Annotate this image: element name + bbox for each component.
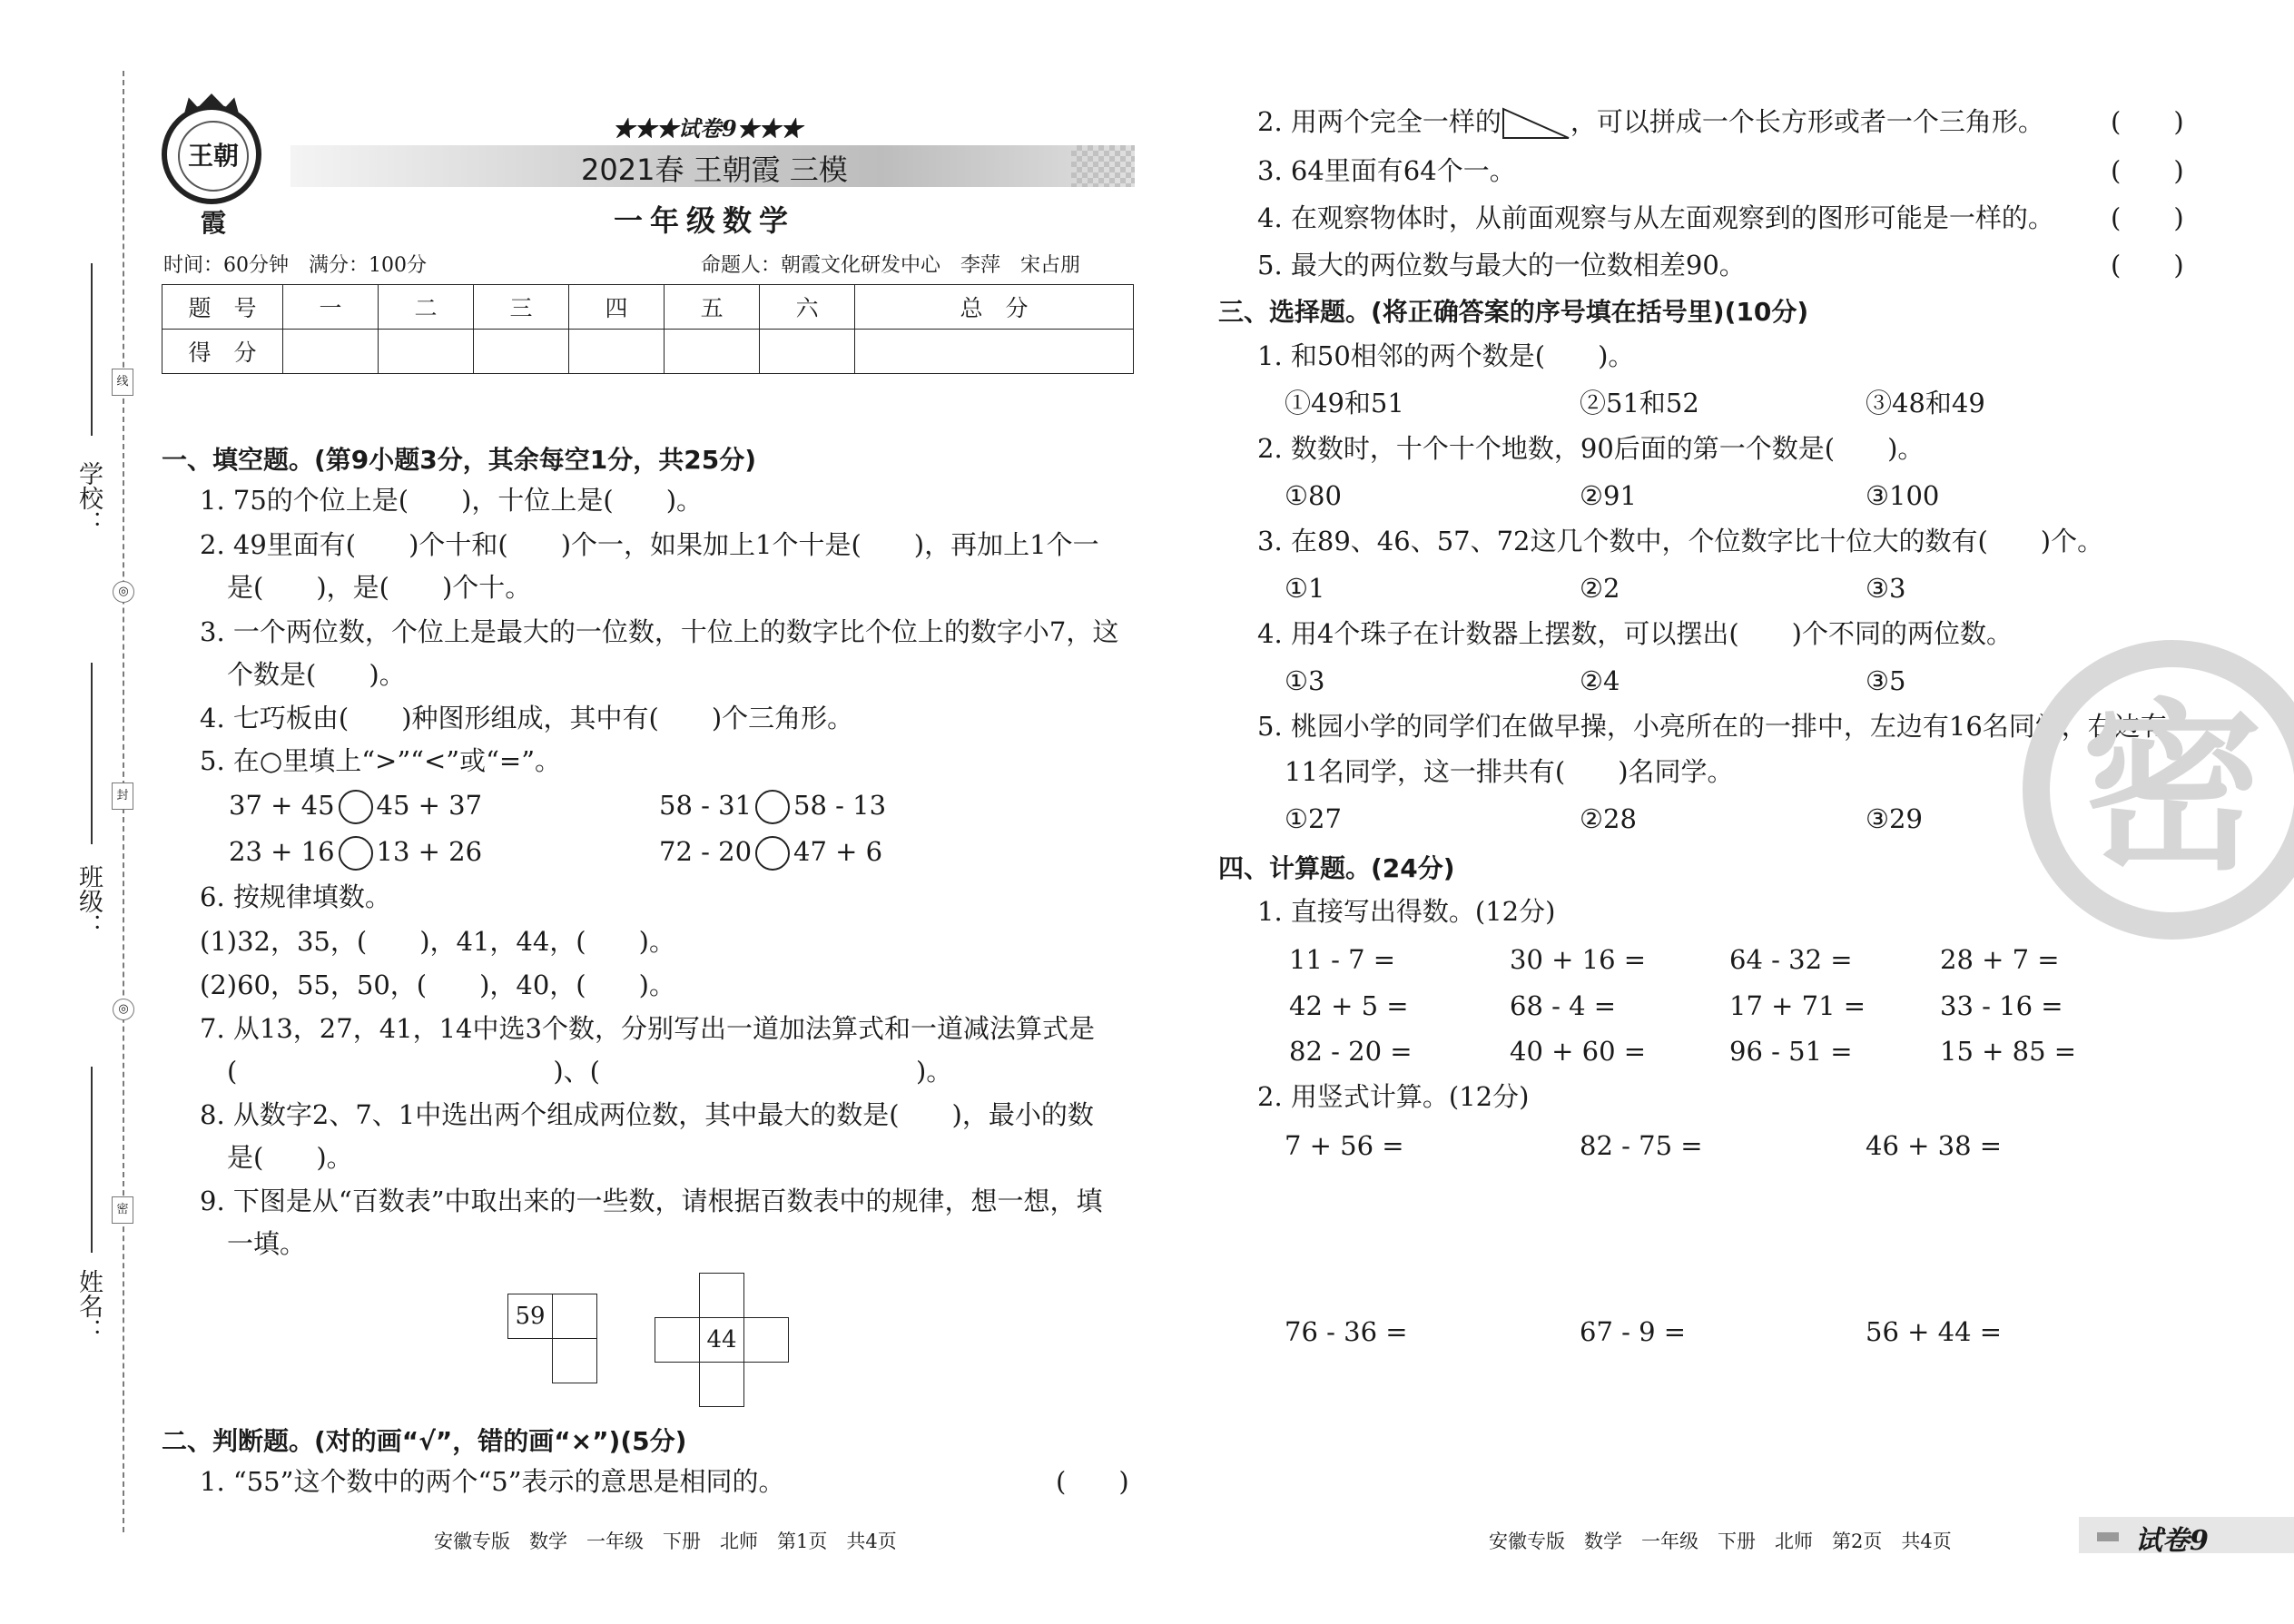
vertical-calc-item: 56 + 44 = [1866,1316,2003,1347]
class-label: 班级： [74,864,103,938]
footer-right: 安徽专版 数学 一年级 下册 北师 第2页 共4页 [1489,1530,1952,1552]
calc-item: 11 - 7 = [1289,944,1396,975]
s2-q1: 1. “55”这个数中的两个“5”表示的意思是相同的。 [200,1466,785,1497]
compare-left: 58 - 31 [659,790,753,821]
s1-q2a: 2. 49里面有( )个十和( )个一，如果加上1个十是( )，再加上1个一 [200,529,1099,560]
binding-circle-2: ◎ [113,999,134,1020]
s1-q6: 6. 按规律填数。 [200,881,391,912]
secret-watermark-stamp: 密 [2023,640,2294,940]
s2-q4: 4. 在观察物体时，从前面观察与从左面观察到的图形可能是一样的。 [1257,202,2054,233]
s1-q1: 1. 75的个位上是( )，十位上是( )。 [200,485,704,516]
calc-item: 40 + 60 = [1510,1036,1647,1067]
option[interactable]: ②91 [1580,480,1637,511]
compare-left: 72 - 20 [659,836,753,867]
grid2-cell-blank[interactable] [699,1362,744,1407]
calc-item: 96 - 51 = [1729,1036,1853,1067]
section2-title: 二、判断题。(对的画“√”，错的画“×”)(5分) [162,1426,687,1456]
score-input-cell[interactable] [569,330,665,374]
calc-item: 33 - 16 = [1940,990,2063,1021]
score-header-cell: 一 [283,285,379,330]
option[interactable]: ①1 [1285,573,1325,604]
school-underline [91,263,93,436]
logo-text: 王朝霞 [178,121,249,192]
compare-left: 23 + 16 [229,836,335,867]
name-underline [91,1067,93,1253]
score-input-cell[interactable] [760,330,855,374]
option[interactable]: ③48和49 [1866,388,1985,418]
footer-tab-marker [2097,1532,2119,1541]
section3-title: 三、选择题。(将正确答案的序号填在括号里)(10分) [1218,297,1809,327]
compare-item [229,833,482,871]
exam-subtitle: 一年级数学 [614,203,796,238]
s1-q9a: 9. 下图是从“百数表”中取出来的一些数，请根据百数表中的规律，想一想，填 [200,1186,1103,1216]
s2-q2-paren[interactable]: ( ) [2111,106,2184,137]
calc-item: 28 + 7 = [1940,944,2060,975]
compare-circle[interactable] [755,836,790,871]
s2-q2-pre: 2. 用两个完全一样的 [1257,106,1501,137]
calc-item: 15 + 85 = [1940,1036,2077,1067]
score-input-cell[interactable] [379,330,474,374]
score-header-cell: 题 号 [162,285,283,330]
option[interactable]: ②28 [1580,803,1637,834]
s1-q6a: (1)32，35，( )，41，44，( )。 [200,926,675,957]
s1-q7a: 7. 从13，27，41，14中选3个数，分别写出一道加法算式和一道减法算式是 [200,1013,1095,1044]
option[interactable]: ①49和51 [1285,388,1404,418]
s4-sub2: 2. 用竖式计算。(12分) [1257,1081,1530,1112]
vertical-calc-item: 82 - 75 = [1580,1130,1703,1161]
s3-q2: 2. 数数时，十个十个地数，90后面的第一个数是( )。 [1257,433,1925,464]
calc-item: 68 - 4 = [1510,990,1617,1021]
s3-q5b: 11名同学，这一排共有( )名同学。 [1285,756,1734,787]
brand-logo [162,104,261,238]
footer-tab-label: 试卷9 [2135,1525,2209,1557]
footer-left: 安徽专版 数学 一年级 下册 北师 第1页 共4页 [434,1530,897,1552]
binding-mark-line: 线 [112,369,133,396]
compare-item [659,787,886,824]
grid1-cell-value: 59 [507,1294,553,1339]
s4-sub1: 1. 直接写出得数。(12分) [1257,896,1556,927]
compare-item [659,833,882,871]
s1-q3a: 3. 一个两位数，个位上是最大的一位数，十位上的数字比个位上的数字小7，这 [200,616,1119,647]
s1-q6b: (2)60，55，50，( )，40，( )。 [200,969,675,1000]
vertical-calc-item: 7 + 56 = [1285,1130,1404,1161]
vertical-calc-item: 67 - 9 = [1580,1316,1687,1347]
exam-title: 2021春 王朝霞 三模 [581,153,848,187]
option[interactable]: ③3 [1866,573,1906,604]
score-label-cell: 得 分 [162,330,283,374]
s1-q2b: 是( )，是( )个十。 [227,572,532,603]
option[interactable]: ③5 [1866,665,1906,696]
calc-item: 42 + 5 = [1289,990,1409,1021]
s3-q3: 3. 在89、46、57、72这几个数中，个位数字比十位大的数有( )个。 [1257,526,2104,556]
calc-item: 82 - 20 = [1289,1036,1413,1067]
section1-title: 一、填空题。(第9小题3分，其余每空1分，共25分) [162,445,757,475]
s3-q5a: 5. 桃园小学的同学们在做早操，小亮所在的一排中，左边有16名同学，右边有 [1257,711,2167,742]
s2-q3-paren[interactable]: ( ) [2111,155,2184,186]
s1-q3b: 个数是( )。 [227,659,406,690]
exam-number: ★★★试卷9★★★ [613,115,802,142]
grid2-cell-value: 44 [699,1317,744,1363]
score-header-cell: 三 [474,285,569,330]
calc-item: 30 + 16 = [1510,944,1647,975]
s2-q4-paren[interactable]: ( ) [2111,202,2184,233]
binding-mark-secret: 密 [112,1196,133,1224]
option[interactable]: ①3 [1285,665,1325,696]
name-label: 姓名： [74,1269,103,1343]
option[interactable]: ①80 [1285,480,1342,511]
s1-q8a: 8. 从数字2、7、1中选出两个组成两位数，其中最大的数是( )，最小的数 [200,1099,1094,1130]
s1-q4: 4. 七巧板由( )种图形组成，其中有( )个三角形。 [200,703,854,733]
compare-right: 58 - 13 [793,790,887,821]
compare-right: 13 + 26 [376,836,483,867]
school-label: 学校： [74,461,103,535]
s2-q2-post: ，可以拼成一个长方形或者一个三角形。 [1570,106,2044,137]
binding-circle-1: ◎ [113,581,134,603]
option[interactable]: ③29 [1866,803,1923,834]
calc-item: 64 - 32 = [1729,944,1853,975]
score-input-cell[interactable] [855,330,1134,374]
s2-q5: 5. 最大的两位数与最大的一位数相差90。 [1257,250,1746,281]
option[interactable]: ②4 [1580,665,1620,696]
grid2-cell-blank[interactable] [655,1317,700,1363]
authors: 命题人：朝霞文化研发中心 李萍 宋占朋 [701,254,1081,277]
s3-q4: 4. 用4个珠子在计数器上摆数，可以摆出( )个不同的两位数。 [1257,618,2013,649]
compare-circle[interactable] [339,790,373,824]
s1-q5: 5. 在○里填上“>”“<”或“=”。 [200,745,562,776]
s2-q2 [1257,103,2044,142]
s2-q5-paren[interactable]: ( ) [2111,250,2184,281]
grid2-cell-blank[interactable] [699,1273,744,1318]
time-info: 时间：60分钟 满分：100分 [163,254,427,277]
score-input-cell[interactable] [474,330,569,374]
option[interactable]: ②51和52 [1580,388,1699,418]
option[interactable]: ②2 [1580,573,1620,604]
score-input-cell[interactable] [283,330,379,374]
vertical-calc-item: 76 - 36 = [1285,1316,1408,1347]
triangle-icon [1501,105,1570,142]
s2-q1-paren[interactable]: ( ) [1056,1466,1129,1497]
grid1-cell-blank[interactable] [552,1338,597,1383]
compare-circle[interactable] [755,790,790,824]
option[interactable]: ③100 [1866,480,1940,511]
score-table [162,284,1134,374]
compare-right: 47 + 6 [793,836,883,867]
compare-right: 45 + 37 [376,790,483,821]
compare-circle[interactable] [339,836,373,871]
compare-item [229,787,482,824]
section4-title: 四、计算题。(24分) [1218,853,1455,883]
s1-q9b: 一填。 [227,1228,307,1259]
s1-q7b: ( )、( )。 [227,1056,953,1087]
s1-q8b: 是( )。 [227,1142,353,1173]
score-header-cell: 五 [665,285,760,330]
banner-checker-pattern [1071,145,1135,187]
score-header-cell: 总 分 [855,285,1134,330]
score-header-cell: 六 [760,285,855,330]
compare-left: 37 + 45 [229,790,335,821]
vertical-calc-item: 46 + 38 = [1866,1130,2003,1161]
calc-item: 17 + 71 = [1729,990,1866,1021]
score-header-cell: 四 [569,285,665,330]
binding-mark-seal: 封 [112,782,133,810]
score-header-cell: 二 [379,285,474,330]
grid2-cell-blank[interactable] [743,1317,789,1363]
s2-q3: 3. 64里面有64个一。 [1257,155,1516,186]
class-underline [91,663,93,844]
s3-q1: 1. 和50相邻的两个数是( )。 [1257,340,1635,371]
score-input-cell[interactable] [665,330,760,374]
grid1-cell-blank[interactable] [552,1294,597,1339]
option[interactable]: ①27 [1285,803,1342,834]
